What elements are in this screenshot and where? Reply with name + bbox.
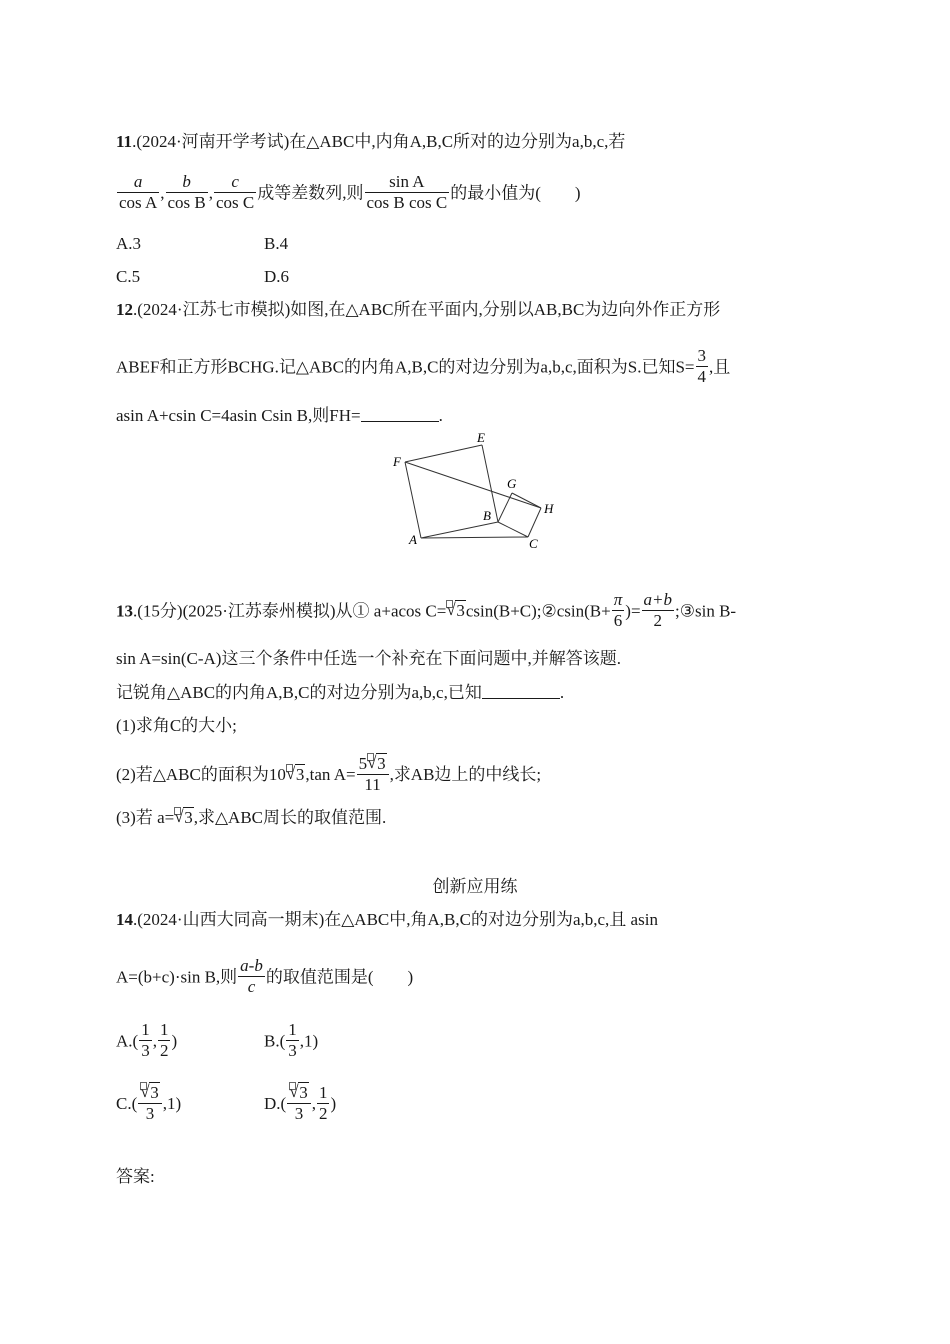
sqrt-icon: √ 3 [446, 600, 466, 622]
label-C: C [529, 536, 538, 551]
q11-source: .(2024·河南开学考试) [132, 132, 290, 151]
q11-option-a[interactable]: A.3 [116, 234, 142, 253]
q11-option-d[interactable]: D.6 [264, 267, 290, 286]
label-B: B [483, 508, 491, 523]
q13-line3-text: 记锐角△ABC的内角A,B,C的对边分别为a,b,c,已知 [116, 683, 482, 702]
q14-number: 14 [116, 910, 133, 929]
q13-part1: (1)求角C的大小; [116, 716, 237, 735]
sqrt-icon: √ 3 [286, 764, 306, 786]
q11-fraction-target: $\frac{\text{sin A}}{\text{cos B cos C}}$ [366, 172, 448, 212]
q12-line3-period: . [438, 406, 443, 425]
q13-part3 [116, 807, 386, 829]
q12-line3-text: asin A+csin C=4asin Csin B,则FH= [116, 406, 361, 425]
q12-line1-text: .(2024·江苏七市模拟)如图,在△ABC所在平面内,分别以AB,BC为边向外作正方形 [133, 300, 721, 319]
q14-line2-text: A=(b+c)·sin B,则 [116, 967, 238, 987]
q11-number: 11 [116, 132, 133, 151]
q14-line1 [116, 909, 658, 931]
q11-end-text: 的最小值为( ) [450, 183, 581, 203]
q13-part2-text-c: ,求AB边上的中线长; [389, 764, 542, 784]
q13-part2-text-b: ,tan A= [305, 764, 356, 784]
seg-FE [405, 445, 482, 462]
q11-mid-text: 成等差数列,则 [257, 183, 364, 203]
q12-answer-blank[interactable] [361, 407, 439, 422]
q13-condition-blank[interactable] [482, 684, 560, 699]
sqrt-icon: √ 3 [140, 1083, 160, 1103]
seg-GH [512, 493, 541, 508]
seg-HC [528, 508, 541, 537]
q13-pi-fraction: $\frac{\pi}{6}$ [613, 590, 623, 630]
q14-option-d[interactable]: D.( √ $\frac{3}{3}$ , $\frac{1}{2}$ ) [264, 1084, 336, 1126]
q13-line2: sin A=sin(C-A)这三个条件中任选一个补充在下面问题中,并解答该题. [116, 649, 621, 668]
q11-fraction-c: $\frac{c}{\text{cos C}}$ [216, 172, 255, 212]
q13-line1 [116, 592, 736, 633]
label-F: F [393, 454, 401, 469]
q13-number: 13 [116, 601, 133, 621]
seg-FH [405, 462, 541, 508]
q13-ab-fraction: $\frac{a+b}{2}$ [643, 590, 673, 630]
q11-option-b[interactable]: B.4 [264, 234, 289, 253]
seg-BC [498, 522, 528, 537]
q13-line3 [116, 682, 564, 704]
q12-line3 [116, 405, 443, 427]
sqrt-icon: √ 3 [174, 807, 194, 829]
label-H: H [544, 501, 554, 516]
label-A: A [409, 532, 417, 547]
q11-fraction-a: $\frac{a}{\text{cos A}}$ [119, 172, 158, 212]
q12-number: 12 [116, 300, 133, 319]
section-heading: 创新应用练 [432, 877, 518, 896]
q14-line2 [116, 958, 413, 999]
label-E: E [477, 430, 485, 445]
q13-tan-fraction: $\frac{5√ 3}{11}$ [357, 753, 389, 795]
q13-line1-text-b: csin(B+C);②csin(B+ [465, 601, 611, 621]
q14-option-b[interactable]: B.( $\frac{1}{3}$ ,1) [264, 1020, 319, 1060]
q11-condition: $\frac{a}{\text{cos A}}$ , $\frac{b}{\text{cos B}}$ , $\frac{c}{\text{cos C}}$ 成等差数列,则 $\frac{\text{sin A}}{\text{cos B cos C}}$ 的最小值为( ) [119, 172, 581, 212]
q12-figure [390, 428, 560, 553]
q14-option-c[interactable]: C.( √ $\frac{3}{3}$ ,1) [116, 1084, 181, 1126]
q14-line1-text: .(2024·山西大同高一期末)在△ABC中,角A,B,C的对边分别为a,b,c,且 asin [133, 910, 658, 929]
q11-fraction-b: $\frac{b}{\text{cos B}}$ [167, 172, 206, 212]
q11-option-c[interactable]: C.5 [116, 267, 141, 286]
q13-line3-period: . [559, 683, 565, 702]
q12-line1 [116, 299, 720, 321]
label-G: G [507, 476, 517, 491]
seg-AB [421, 522, 498, 538]
q12-line2-text: ABEF和正方形BCHG.记△ABC的内角A,B,C的对边分别为a,b,c,面积为S.已知S= [116, 357, 695, 377]
q14-fraction: $\frac{a-b}{c}$ [240, 956, 263, 996]
q11-stem-text: 在△ABC中,内角A,B,C所对的边分别为a,b,c,若 [289, 132, 626, 151]
q13-line1-text-d: ;③sin B- [675, 601, 737, 621]
answer-label: 答案: [116, 1167, 155, 1186]
q12-line2-end: ,且 [709, 357, 731, 377]
sqrt-icon: √ 3 [289, 1083, 309, 1103]
seg-FA [405, 462, 421, 538]
q11-stem [116, 131, 625, 153]
q13-part3-text: (3)若 a= [116, 808, 175, 827]
q13-part3-text-b: ,求△ABC周长的取值范围. [193, 808, 387, 827]
q13-line1-text: .(15分)(2025·江苏泰州模拟)从① a+acos C= [133, 601, 447, 621]
sqrt-icon: √ 3 [367, 754, 387, 774]
q13-line1-text-c: )= [625, 601, 641, 621]
seg-AC [421, 537, 528, 538]
q13-part2 [116, 755, 541, 797]
q14-line2-end: 的取值范围是( ) [265, 967, 414, 987]
q12-line2 [116, 348, 730, 389]
q13-part2-text: (2)若△ABC的面积为10 [116, 764, 286, 784]
q14-option-a[interactable]: A.( $\frac{1}{3}$ , $\frac{1}{2}$ ) [116, 1020, 178, 1060]
q12-area-fraction: $\frac{3}{4}$ [697, 346, 707, 386]
